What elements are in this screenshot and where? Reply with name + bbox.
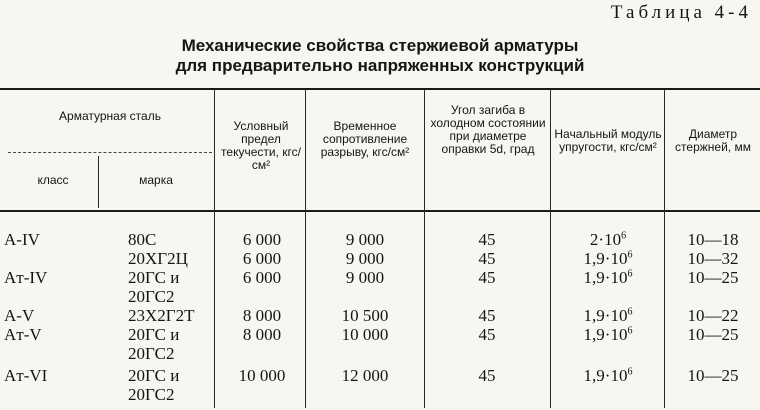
table-title-line-1: Механические свойства стержиевой арматуры (181, 36, 579, 55)
cell-grade: 23Х2Г2Т (128, 306, 195, 325)
modulus-base: 1,9·10 (583, 325, 628, 344)
header-yield-strength: Условный предел текучести, кгс/см² (221, 119, 301, 172)
header-grade: марка (139, 173, 173, 187)
modulus-exponent: 6 (627, 268, 633, 280)
cell-grade: 20ГС2 (128, 344, 175, 363)
modulus-exponent: 6 (627, 306, 633, 318)
cell-class: A-IV (4, 230, 40, 249)
cell-yield: 10 000 (238, 366, 286, 385)
cell-modulus (552, 325, 664, 344)
cell-bend: 45 (478, 268, 496, 287)
cell-tensile: 9 000 (345, 249, 385, 268)
cell-yield: 8 000 (242, 306, 282, 325)
cell-class: Aт-VI (4, 366, 48, 385)
cell-bend: 45 (478, 366, 496, 385)
cell-bend: 45 (478, 306, 496, 325)
table-number: Таблица 4-4 (610, 2, 752, 23)
cell-tensile: 10 500 (341, 306, 389, 325)
cell-diameter: 10—25 (687, 268, 739, 287)
cell-grade: 20ГС2 (128, 385, 175, 404)
cell-tensile: 9 000 (345, 268, 385, 287)
cell-yield: 6 000 (242, 268, 282, 287)
cell-bend: 45 (478, 249, 496, 268)
cell-modulus (552, 230, 664, 249)
cell-grade: 20ХГ2Ц (128, 249, 188, 268)
cell-grade: 20ГС и (128, 268, 180, 287)
column-divider (424, 90, 425, 408)
cell-grade: 20ГС и (128, 325, 180, 344)
header-steel-group: Арматурная сталь (59, 109, 161, 123)
cell-diameter: 10—25 (687, 325, 739, 344)
cell-grade: 80С (128, 230, 157, 249)
cell-grade: 20ГС2 (128, 287, 175, 306)
table-title-line-2: для предварительно напряженных конструкций (175, 56, 585, 75)
cell-modulus (552, 366, 664, 385)
modulus-exponent: 6 (627, 249, 633, 261)
cell-class: Aт-IV (4, 268, 48, 287)
class-grade-divider (98, 156, 99, 208)
cell-bend: 45 (478, 325, 496, 344)
modulus-exponent: 6 (621, 230, 627, 242)
cell-modulus (552, 306, 664, 325)
modulus-base: 2·10 (589, 230, 622, 249)
modulus-base: 1,9·10 (583, 306, 628, 325)
modulus-exponent: 6 (627, 366, 633, 378)
header-bend-angle: Угол загиба в холодном состоянии при диаметре оправки 5d, град (430, 103, 546, 156)
cell-modulus (552, 249, 664, 268)
header-bottom-rule (0, 210, 760, 212)
cell-grade: 20ГС и (128, 366, 180, 385)
modulus-base: 1,9·10 (583, 268, 628, 287)
modulus-exponent: 6 (627, 325, 633, 337)
cell-diameter: 10—25 (687, 366, 739, 385)
cell-yield: 6 000 (242, 249, 282, 268)
column-divider (550, 90, 551, 408)
cell-diameter: 10—22 (687, 306, 739, 325)
cell-diameter: 10—32 (687, 249, 739, 268)
modulus-base: 1,9·10 (583, 366, 628, 385)
cell-tensile: 9 000 (345, 230, 385, 249)
cell-bend: 45 (478, 230, 496, 249)
header-top-rule (0, 88, 760, 90)
header-class: класс (37, 173, 69, 187)
header-elastic-modulus: Начальный модуль упругости, кгс/см² (554, 127, 662, 154)
cell-tensile: 10 000 (341, 325, 389, 344)
cell-yield: 8 000 (242, 325, 282, 344)
cell-class: Aт-V (4, 325, 42, 344)
cell-modulus (552, 268, 664, 287)
cell-yield: 6 000 (242, 230, 282, 249)
modulus-base: 1,9·10 (583, 249, 628, 268)
header-bar-diameter: Диаметр стержней, мм (675, 127, 751, 154)
cell-tensile: 12 000 (341, 366, 389, 385)
column-divider (664, 90, 665, 408)
header-tensile-strength: Временное сопротивление разрыву, кгс/см² (320, 119, 410, 159)
cell-diameter: 10—18 (687, 230, 739, 249)
group-header-underline (8, 152, 212, 154)
cell-class: A-V (4, 306, 35, 325)
